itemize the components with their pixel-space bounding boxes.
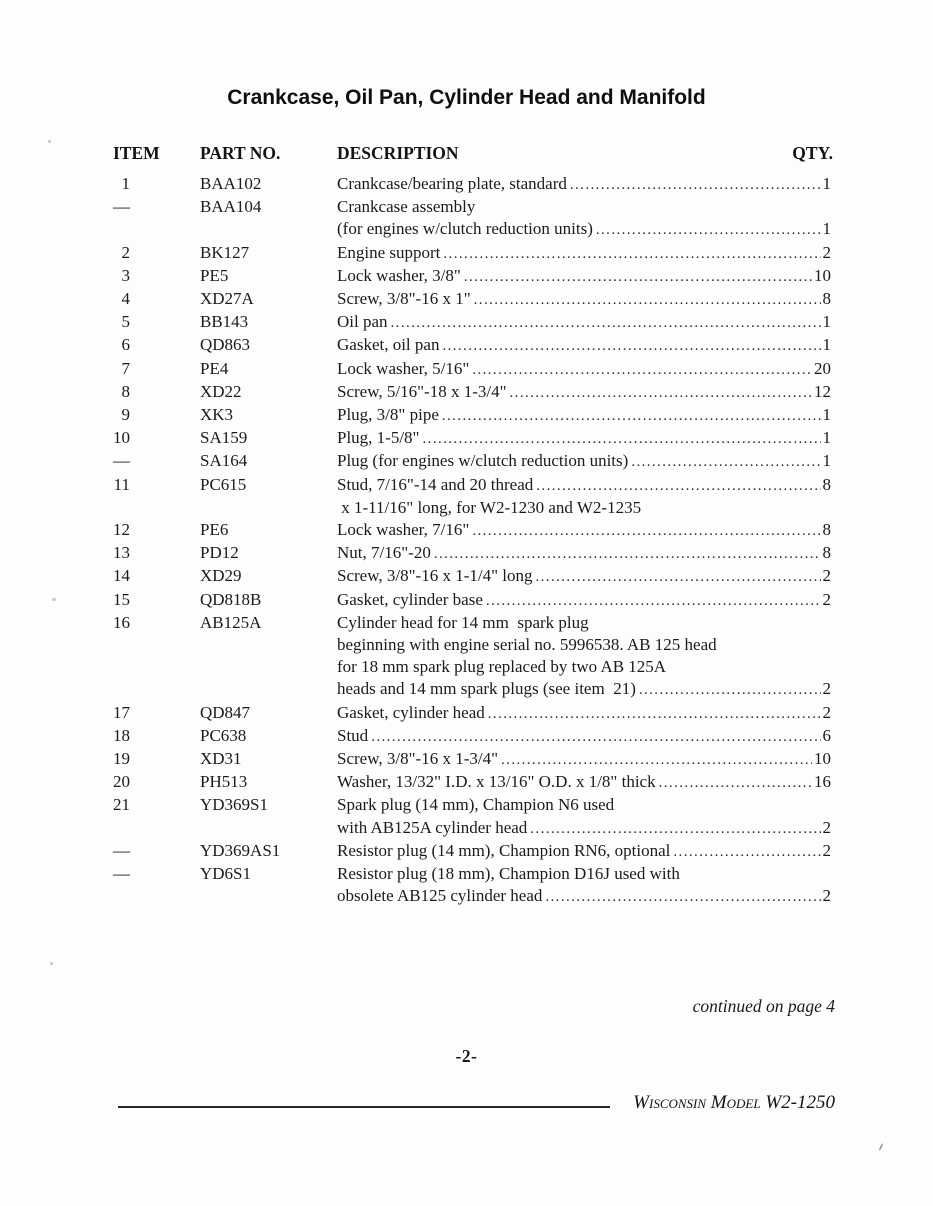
description-cell xyxy=(337,288,831,311)
leader-dots xyxy=(510,381,812,404)
qty-value: 2 xyxy=(822,840,831,860)
description-line xyxy=(337,542,831,565)
description-text: Resistor plug (14 mm), Champion RN6, optional xyxy=(337,840,671,860)
table-row xyxy=(0,474,933,519)
description-cell xyxy=(337,265,831,288)
leader-dots xyxy=(464,265,812,288)
model-label: Wisconsin Model W2-1250 xyxy=(633,1092,835,1113)
description-text: x 1-11/16" long, for W2-1230 and W2-1235 xyxy=(337,497,642,517)
description-cell xyxy=(337,612,831,702)
leader-dots xyxy=(659,771,812,794)
table-row xyxy=(0,589,933,612)
description-line xyxy=(337,381,831,404)
description-text: Gasket, cylinder head xyxy=(337,702,485,722)
qty-value: 1 xyxy=(822,428,831,448)
col-header-part-no: PART NO. xyxy=(200,143,281,163)
description-line xyxy=(337,427,831,450)
description-line xyxy=(337,702,831,725)
description-line xyxy=(337,404,831,427)
description-line xyxy=(337,218,831,241)
scan-noise-speck xyxy=(50,962,53,965)
description-line xyxy=(337,242,831,265)
description-line xyxy=(337,634,831,656)
part-number: SA159 xyxy=(200,428,248,448)
description-cell xyxy=(337,771,831,794)
description-cell xyxy=(337,840,831,863)
description-text: Oil pan xyxy=(337,312,388,332)
table-header xyxy=(0,143,933,165)
description-line xyxy=(337,288,831,311)
table-row xyxy=(0,863,933,908)
description-cell xyxy=(337,589,831,612)
qty-value: 16 xyxy=(814,772,831,792)
qty-value: 10 xyxy=(814,749,831,769)
description-cell xyxy=(337,427,831,450)
description-cell xyxy=(337,358,831,381)
description-text: Washer, 13/32" I.D. x 13/16" O.D. x 1/8" thick xyxy=(337,772,656,792)
part-number: PC638 xyxy=(200,725,247,745)
table-row xyxy=(0,427,933,450)
part-number: BAA104 xyxy=(200,197,262,217)
description-cell xyxy=(337,748,831,771)
leader-dots xyxy=(530,817,820,840)
table-row xyxy=(0,265,933,288)
scan-noise-speck xyxy=(52,598,56,601)
leader-dots xyxy=(570,173,821,196)
description-text: for 18 mm spark plug replaced by two AB 125A xyxy=(337,657,667,677)
description-line xyxy=(337,817,831,840)
leader-dots xyxy=(443,242,820,265)
qty-value: 1 xyxy=(822,405,831,425)
description-line xyxy=(337,196,831,218)
table-row xyxy=(0,450,933,473)
description-line xyxy=(337,334,831,357)
description-cell xyxy=(337,196,831,241)
qty-value: 2 xyxy=(822,589,831,609)
col-header-qty: QTY. xyxy=(792,143,833,163)
table-row xyxy=(0,725,933,748)
description-cell xyxy=(337,404,831,427)
part-number: PC615 xyxy=(200,474,247,494)
part-number: QD863 xyxy=(200,335,251,355)
part-number: PE5 xyxy=(200,265,229,285)
leader-dots xyxy=(474,288,821,311)
description-line xyxy=(337,565,831,588)
description-line xyxy=(337,794,831,816)
part-number: QD818B xyxy=(200,589,262,609)
item-number: 3 xyxy=(121,265,130,285)
description-text: Lock washer, 7/16" xyxy=(337,520,470,540)
description-cell xyxy=(337,242,831,265)
qty-value: 8 xyxy=(822,289,831,309)
leader-dots xyxy=(631,450,820,473)
table-row xyxy=(0,565,933,588)
table-row xyxy=(0,381,933,404)
table-row xyxy=(0,196,933,241)
description-text: heads and 14 mm spark plugs (see item 21) xyxy=(337,679,636,699)
description-line xyxy=(337,612,831,634)
qty-value: 2 xyxy=(822,886,831,906)
item-number: — xyxy=(113,451,130,471)
description-line xyxy=(337,885,831,908)
footer-rule xyxy=(118,1106,610,1108)
description-cell xyxy=(337,519,831,542)
description-cell xyxy=(337,474,831,519)
description-text: Plug (for engines w/clutch reduction units) xyxy=(337,451,629,471)
description-line xyxy=(337,474,831,497)
part-number: BB143 xyxy=(200,312,249,332)
leader-dots xyxy=(472,358,812,381)
qty-value: 1 xyxy=(822,219,831,239)
part-number: YD369S1 xyxy=(200,795,269,815)
leader-dots xyxy=(486,589,821,612)
description-text: Cylinder head for 14 mm spark plug xyxy=(337,612,589,632)
description-text: Nut, 7/16"-20 xyxy=(337,543,431,563)
leader-dots xyxy=(371,725,820,748)
qty-value: 1 xyxy=(822,312,831,332)
qty-value: 20 xyxy=(814,358,831,378)
description-text: Gasket, oil pan xyxy=(337,335,440,355)
description-line xyxy=(337,863,831,885)
description-cell xyxy=(337,794,831,839)
item-number: 11 xyxy=(113,474,130,494)
qty-value: 2 xyxy=(822,242,831,262)
leader-dots xyxy=(391,311,821,334)
table-row xyxy=(0,311,933,334)
item-number: 21 xyxy=(113,795,130,815)
scan-noise-speck xyxy=(878,1143,883,1151)
description-text: Plug, 1-5/8" xyxy=(337,428,420,448)
part-number: PE4 xyxy=(200,358,229,378)
description-line xyxy=(337,265,831,288)
leader-dots xyxy=(423,427,821,450)
leader-dots xyxy=(673,840,820,863)
scan-noise-speck xyxy=(48,140,51,143)
leader-dots xyxy=(501,748,812,771)
item-number: 5 xyxy=(121,312,130,332)
description-line xyxy=(337,771,831,794)
description-cell xyxy=(337,334,831,357)
item-number: 6 xyxy=(121,335,130,355)
description-text: Stud xyxy=(337,725,369,745)
table-row xyxy=(0,702,933,725)
description-line xyxy=(337,497,831,519)
item-number: 16 xyxy=(113,612,130,632)
qty-value: 2 xyxy=(822,566,831,586)
qty-value: 1 xyxy=(822,174,831,193)
description-text: Plug, 3/8" pipe xyxy=(337,405,439,425)
part-number: XD31 xyxy=(200,749,242,769)
item-number: 20 xyxy=(113,772,130,792)
part-number: PE6 xyxy=(200,520,229,540)
description-text: (for engines w/clutch reduction units) xyxy=(337,219,593,239)
description-text: Screw, 5/16"-18 x 1-3/4" xyxy=(337,381,507,401)
description-line xyxy=(337,748,831,771)
description-text: Resistor plug (18 mm), Champion D16J used with xyxy=(337,864,680,884)
description-line xyxy=(337,840,831,863)
description-cell xyxy=(337,863,831,908)
col-header-description: DESCRIPTION xyxy=(337,143,459,163)
part-number: PD12 xyxy=(200,543,239,563)
qty-value: 8 xyxy=(822,520,831,540)
description-text: with AB125A cylinder head xyxy=(337,817,528,837)
description-cell xyxy=(337,311,831,334)
description-cell xyxy=(337,702,831,725)
leader-dots xyxy=(639,678,821,701)
table-row xyxy=(0,612,933,702)
table-row xyxy=(0,840,933,863)
qty-value: 2 xyxy=(822,702,831,722)
qty-value: 1 xyxy=(822,451,831,471)
qty-value: 2 xyxy=(822,679,831,699)
description-text: Lock washer, 3/8" xyxy=(337,265,461,285)
qty-value: 2 xyxy=(822,817,831,837)
description-cell xyxy=(337,381,831,404)
description-cell xyxy=(337,173,831,196)
description-cell xyxy=(337,542,831,565)
item-number: 7 xyxy=(121,358,130,378)
description-text: Screw, 3/8"-16 x 1" xyxy=(337,289,471,309)
leader-dots xyxy=(536,474,820,497)
item-number: 8 xyxy=(121,381,130,401)
item-number: 15 xyxy=(113,589,130,609)
leader-dots xyxy=(472,519,820,542)
item-number: 14 xyxy=(113,566,130,586)
description-line xyxy=(337,358,831,381)
description-cell xyxy=(337,450,831,473)
description-line xyxy=(337,173,831,196)
leader-dots xyxy=(536,565,821,588)
table-row xyxy=(0,334,933,357)
item-number: — xyxy=(113,864,130,884)
description-line xyxy=(337,519,831,542)
leader-dots xyxy=(545,885,820,908)
description-cell xyxy=(337,725,831,748)
parts-table xyxy=(0,143,933,909)
part-number: XD29 xyxy=(200,566,242,586)
table-body xyxy=(0,173,933,909)
description-text: Gasket, cylinder base xyxy=(337,589,483,609)
description-text: Lock washer, 5/16" xyxy=(337,358,470,378)
continued-note: continued on page 4 xyxy=(692,996,835,1016)
page-title: Crankcase, Oil Pan, Cylinder Head and Manifold xyxy=(227,86,706,109)
leader-dots xyxy=(596,218,821,241)
item-number: 18 xyxy=(113,725,130,745)
table-row xyxy=(0,404,933,427)
part-number: YD6S1 xyxy=(200,864,252,884)
description-text: Spark plug (14 mm), Champion N6 used xyxy=(337,795,615,815)
description-text: Screw, 3/8"-16 x 1-3/4" xyxy=(337,749,499,769)
description-text: Screw, 3/8"-16 x 1-1/4" long xyxy=(337,566,533,586)
description-text: Stud, 7/16"-14 and 20 thread xyxy=(337,474,534,494)
table-row xyxy=(0,794,933,839)
qty-value: 8 xyxy=(822,543,831,563)
table-row xyxy=(0,173,933,196)
qty-value: 1 xyxy=(822,335,831,355)
part-number: XD27A xyxy=(200,289,254,309)
description-line xyxy=(337,589,831,612)
item-number: — xyxy=(113,840,130,860)
item-number: 2 xyxy=(121,242,130,262)
description-line xyxy=(337,678,831,701)
leader-dots xyxy=(488,702,821,725)
item-number: 13 xyxy=(113,543,130,563)
description-text: Crankcase/bearing plate, standard xyxy=(337,174,567,193)
description-cell xyxy=(337,565,831,588)
item-number: 12 xyxy=(113,520,130,540)
table-row xyxy=(0,288,933,311)
part-number: XK3 xyxy=(200,405,234,425)
item-number: 9 xyxy=(121,405,130,425)
item-number: 4 xyxy=(121,289,130,309)
qty-value: 12 xyxy=(814,381,831,401)
description-text: obsolete AB125 cylinder head xyxy=(337,886,543,906)
part-number: BAA102 xyxy=(200,174,262,193)
description-line xyxy=(337,725,831,748)
table-row xyxy=(0,358,933,381)
item-number: 1 xyxy=(121,174,130,193)
leader-dots xyxy=(442,404,821,427)
part-number: AB125A xyxy=(200,612,262,632)
description-line xyxy=(337,450,831,473)
table-row xyxy=(0,519,933,542)
table-row xyxy=(0,748,933,771)
part-number: YD369AS1 xyxy=(200,840,281,860)
page-number: -2- xyxy=(455,1046,478,1066)
item-number: — xyxy=(113,197,130,217)
description-text: Engine support xyxy=(337,242,441,262)
qty-value: 10 xyxy=(814,265,831,285)
col-header-item: ITEM xyxy=(113,143,160,163)
description-line xyxy=(337,311,831,334)
description-text: Crankcase assembly xyxy=(337,197,476,217)
table-row xyxy=(0,771,933,794)
part-number: SA164 xyxy=(200,451,248,471)
qty-value: 8 xyxy=(822,474,831,494)
leader-dots xyxy=(442,334,820,357)
part-number: XD22 xyxy=(200,381,242,401)
qty-value: 6 xyxy=(822,725,831,745)
leader-dots xyxy=(434,542,821,565)
part-number: PH513 xyxy=(200,772,248,792)
part-number: BK127 xyxy=(200,242,250,262)
description-text: beginning with engine serial no. 5996538. AB 125 head xyxy=(337,635,717,655)
part-number: QD847 xyxy=(200,702,251,722)
table-row xyxy=(0,242,933,265)
item-number: 17 xyxy=(113,702,130,722)
item-number: 19 xyxy=(113,749,130,769)
footer xyxy=(0,1092,933,1122)
description-line xyxy=(337,656,831,678)
table-row xyxy=(0,542,933,565)
item-number: 10 xyxy=(113,428,130,448)
